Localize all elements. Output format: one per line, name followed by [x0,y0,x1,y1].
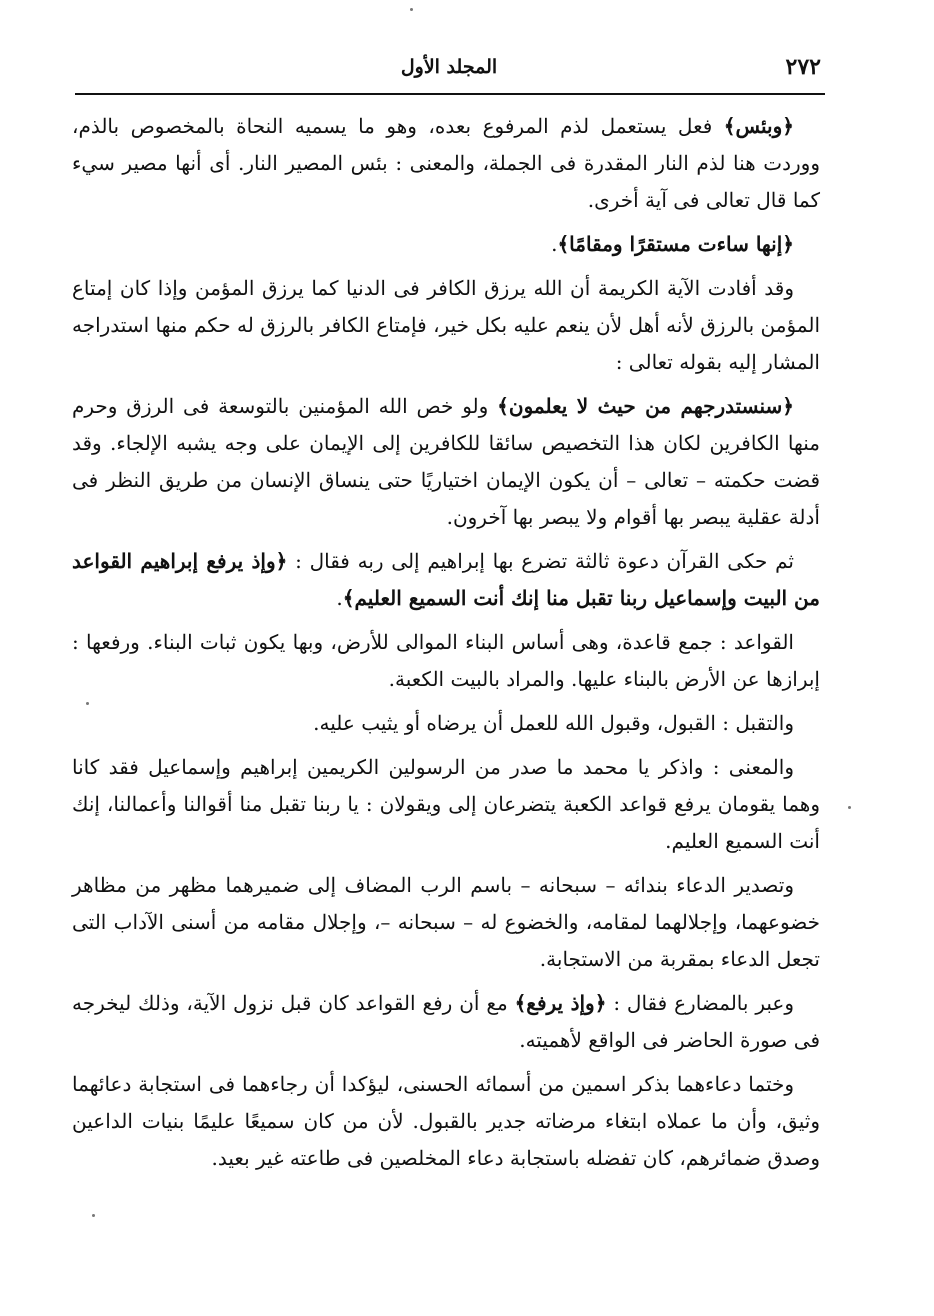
paragraph-text: وختما دعاءهما بذكر اسمين من أسمائه الحسنى، ليؤكدا أن رجاءهما فى استجابة دعائهما وثيق، وأن ما عملاه ابتغاء مرضاته جدير بالقبول. لأن من كان سميعًا عليمًا بنيات الداعين وصدق ضمائرهم، كان تفضله باستجابة دعاء المخلصين فى طاعته غير بعيد. [72,1072,820,1170]
paragraph [72,624,820,698]
paragraph-lead: وعبر بالمضارع فقال : [606,991,795,1015]
page-number: ٢٧٢ [785,54,821,80]
paragraph [72,1066,820,1177]
paragraph [72,749,820,860]
paragraph [72,226,820,263]
body-text [72,108,820,1184]
paragraph-text: وتصدير الدعاء بندائه – سبحانه – باسم الرب المضاف إلى ضميرهما مظهر من مظاهر خضوعهما، وإجلالهما لمقامه، والخضوع له – سبحانه –، وإجلال مقامه من أسنى الآداب التى تجعل الدعاء بمقربة من الاستجابة. [72,873,820,971]
running-title: المجلد الأول [400,56,498,78]
scan-speck [86,702,89,705]
quran-quote: ﴿وإذ يرفع﴾ [514,991,607,1015]
quran-quote: ﴿وبئس﴾ [723,114,794,138]
paragraph-lead: ثم حكى القرآن دعوة ثالثة تضرع بها إبراهيم إلى ربه فقال : [287,549,794,573]
scan-speck [410,8,413,11]
paragraph-text: ولو خص الله المؤمنين بالتوسعة فى الرزق وحرم منها الكافرين لكان هذا التخصيص سائقا للكافرين إلى الإيمان على وجه يشبه الإلجاء. وقد قضت حكمته – تعالى – أن يكون الإيمان اختياريًا حتى ينساق الإنسان من طريق النظر فى أدلة عقلية يبصر بها أقوام ولا يبصر بها آخرون. [72,394,820,529]
page-header [75,48,823,88]
paragraph-text: فعل يستعمل لذم المرفوع بعده، وهو ما يسميه النحاة بالمخصوص بالذم، ووردت هنا لذم النار المقدرة فى الجملة، والمعنى : بئس المصير النار. أى أنها مصير سيء كما قال تعالى فى آية أخرى. [72,114,820,212]
quran-quote: ﴿وإذ يرفع إبراهيم القواعد من البيت وإسماعيل ربنا تقبل منا إنك أنت السميع العليم﴾ [72,549,820,610]
paragraph-text: مع أن رفع القواعد كان قبل نزول الآية، وذلك ليخرجه فى صورة الحاضر فى الواقع لأهميته. [72,991,820,1052]
paragraph-text: . [551,232,558,256]
paragraph-text: . [336,586,343,610]
paragraph [72,705,820,742]
scan-speck [92,1214,95,1217]
paragraph [72,867,820,978]
paragraph-text: القواعد : جمع قاعدة، وهى أساس البناء الموالى للأرض، وبها يكون ثبات البناء. ورفعها : إبرازها عن الأرض بالبناء عليها. والمراد بالبيت الكعبة. [72,630,820,691]
quran-quote: ﴿سنستدرجهم من حيث لا يعلمون﴾ [497,394,794,418]
paragraph [72,543,820,617]
paragraph [72,270,820,381]
header-rule [75,93,825,95]
paragraph [72,388,820,536]
quran-quote: ﴿إنها ساءت مستقرًا ومقامًا﴾ [557,232,794,256]
paragraph-text: والمعنى : واذكر يا محمد ما صدر من الرسولين الكريمين إبراهيم وإسماعيل فقد كانا وهما يقومان يرفع قواعد الكعبة يتضرعان إلى ويقولان : يا ربنا تقبل منا أقوالنا وأعمالنا، إنك أنت السميع العليم. [72,755,820,853]
paragraph [72,108,820,219]
paragraph-text: وقد أفادت الآية الكريمة أن الله يرزق الكافر فى الدنيا كما يرزق المؤمن وإذا كان إمتاع المؤمن بالرزق لأنه أهل لأن ينعم عليه بكل خير، فإمتاع الكافر بالرزق له حكم منها استدراجه المشار إليه بقوله تعالى : [72,276,820,374]
paragraph-text: والتقبل : القبول، وقبول الله للعمل أن يرضاه أو يثيب عليه. [313,711,794,735]
scan-speck [848,806,851,809]
paragraph [72,985,820,1059]
